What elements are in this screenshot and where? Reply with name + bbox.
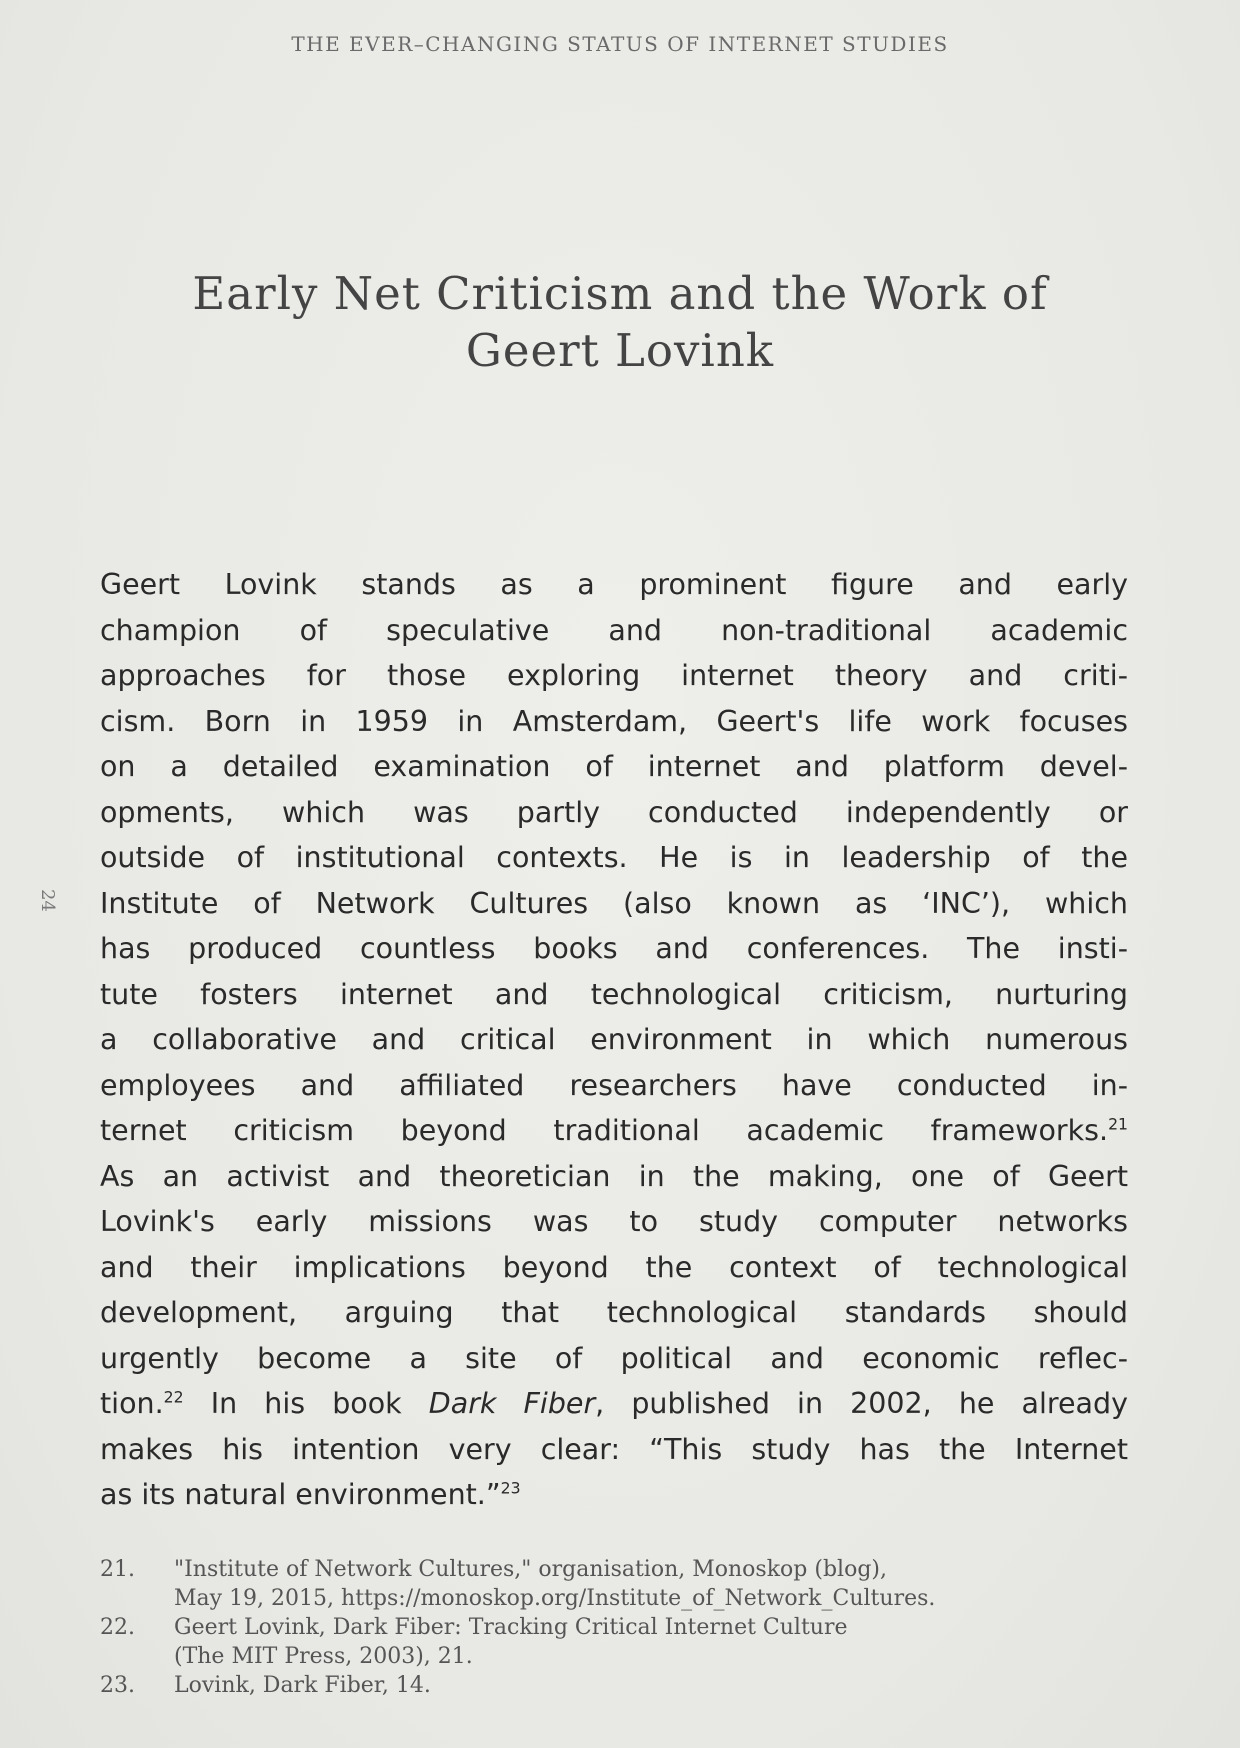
footnote-number: 23. (100, 1673, 135, 1698)
footnote-text (174, 1613, 1130, 1671)
footnote-text (174, 1671, 1130, 1700)
body-line: employees and affiliated researchers have conducted in- (100, 1068, 1128, 1102)
running-head: THE EVER–CHANGING STATUS OF INTERNET STUDIES (291, 32, 949, 56)
body-line: urgently become a site of political and economic reflec- (100, 1341, 1128, 1375)
title-line-2: Geert Lovink (465, 324, 775, 377)
body-line: opments, which was partly conducted independently or (100, 795, 1128, 829)
body-line-with-ref (100, 1381, 1128, 1427)
page-number: 24 (36, 889, 58, 912)
body-line-text: as its natural environment.” (100, 1478, 501, 1511)
body-line: development, arguing that technological standards should (100, 1296, 1128, 1329)
body-line: Lovink's early missions was to study computer networks (100, 1205, 1128, 1238)
body-line: champion of speculative and non-traditional academic (100, 613, 1128, 647)
body-line: cism. Born in 1959 in Amsterdam, Geert's life work focuses (100, 704, 1128, 738)
body-line: has produced countless books and conferences. The insti- (100, 932, 1128, 965)
book-title-dark-fiber: Dark Fiber (428, 1387, 596, 1420)
body-line-with-ref (100, 1472, 1128, 1518)
body-line-text: In his book (183, 1387, 429, 1420)
footnote-line: Geert Lovink, Dark Fiber: Tracking Critical Internet Culture (174, 1615, 848, 1640)
body-line: Institute of Network Cultures (also known as ‘INC’), which (100, 886, 1128, 920)
body-line: a collaborative and critical environment in which numerous (100, 1023, 1128, 1056)
body-line: on a detailed examination of internet and platform devel- (100, 750, 1128, 783)
body-line: and their implications beyond the context of technological (100, 1250, 1128, 1284)
body-line-text: , published in 2002, he already (595, 1387, 1128, 1420)
footnote-ref-21[interactable]: 21 (1108, 1114, 1128, 1134)
body-line: Geert Lovink stands as a prominent figure and early (100, 568, 1128, 601)
footnote-line: "Institute of Network Cultures," organisation, Monoskop (blog), (174, 1557, 887, 1582)
body-line-text: ternet criticism beyond traditional academic frameworks. (100, 1114, 1109, 1147)
footnote-text (174, 1555, 1130, 1613)
body-line-text: tion. (100, 1387, 164, 1420)
body-line: makes his intention very clear: “This study has the Internet (100, 1432, 1128, 1466)
footnote-23 (100, 1671, 1130, 1700)
body-paragraph (100, 562, 1128, 1518)
footnote-line: Lovink, Dark Fiber, 14. (174, 1673, 431, 1698)
footnote-number: 21. (100, 1557, 135, 1582)
footnote-number: 22. (100, 1615, 135, 1640)
body-line: approaches for those exploring internet theory and criti- (100, 659, 1128, 692)
footnotes (100, 1555, 1130, 1700)
footnote-line: May 19, 2015, https://monoskop.org/Institute_of_Network_Cultures. (174, 1586, 936, 1611)
footnote-21 (100, 1555, 1130, 1613)
body-line-with-ref (100, 1108, 1128, 1154)
title-line-1: Early Net Criticism and the Work of (192, 267, 1048, 320)
footnote-line: (The MIT Press, 2003), 21. (174, 1644, 473, 1669)
footnote-ref-23[interactable]: 23 (500, 1478, 521, 1498)
footnote-ref-22[interactable]: 22 (163, 1387, 184, 1407)
chapter-title (100, 265, 1140, 379)
body-line: tute fosters internet and technological criticism, nurturing (100, 977, 1128, 1011)
body-line: outside of institutional contexts. He is in leadership of the (100, 841, 1128, 874)
footnote-22 (100, 1613, 1130, 1671)
body-line: As an activist and theoretician in the making, one of Geert (100, 1159, 1128, 1193)
